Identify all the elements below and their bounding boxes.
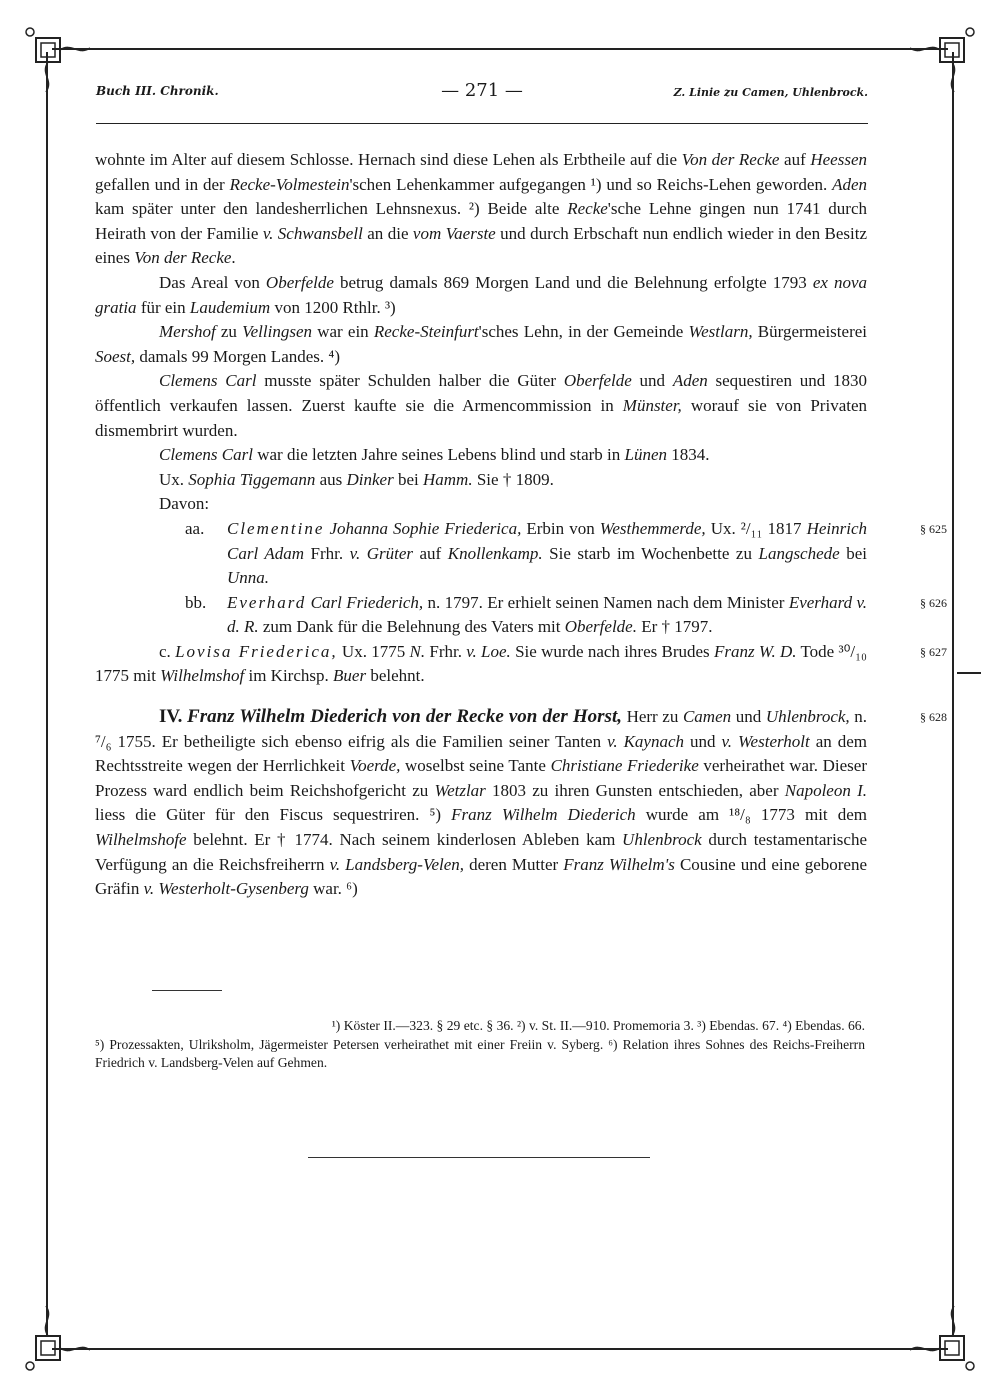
paragraph-number: § 625 [920,521,947,536]
paragraph-number: § 626 [920,595,947,610]
entry-marker: aa. [185,518,205,538]
section-numeral: IV. [159,706,183,728]
corner-ornament-top-right [908,24,978,94]
paragraph-number: § 628 [920,710,947,725]
footnotes [95,1017,865,1073]
footnote-line: ⁵) Prozessakten, Ulriksholm, Jägermeister Petersen verheirathet mit einer Freiin v. Syberg. ⁶) Relation ihres Sohnes des Reichs-Freiherrn Friedrich v. Landsberg-Velen auf Gehmen. [95,1036,865,1070]
entry-bb: bb. § 626 Everhard Carl Friederich, n. 1797. Er erhielt seinen Namen nach dem Minister Everhard v. d. R. zum Dank für die Belehnung des Vaters mit Oberfelde. Er † 1797. [185,592,947,637]
body-text [95,148,947,902]
entry-marker: bb. [185,592,207,612]
paragraph-1: wohnte im Alter auf diesem Schlosse. Hernach sind diese Lehen als Erbtheile auf die Von der Recke auf Heessen gefallen und in der Recke-Volmestein'schen Lehenkammer aufgegangen ¹) und so Reichs-Lehen geworden. Aden kam später unter den landesherrlichen Lehnsnexus. ²) Beide alte Recke'sche Lehne gingen nun 1741 durch Heirath von der Familie v. Schwansbell an die vom Vaerste und durch Erbschaft nun endlich wieder in den Besitz eines Von der Recke. [95,150,867,268]
paragraph-2: Das Areal von Oberfelde betrug damals 869 Morgen Land und die Belehnung erfolgte 1793 ex nova gratia für ein Laudemium von 1200 Rthlr. ³) [95,272,868,317]
frame-bottom-line [52,1348,948,1350]
paragraph-davon: Davon: [159,494,210,514]
frame-left-line [46,52,48,1337]
paragraph-5: Clemens Carl war die letzten Jahre seines Lebens blind und starb in Lünen 1834. [159,445,710,465]
section-title: Franz Wilhelm Diederich von der Recke von der Horst, [187,706,622,728]
corner-ornament-bottom-right [908,1304,978,1374]
header-rule [96,123,868,124]
section-spacer [95,689,867,705]
corner-ornament-top-left [22,24,92,94]
frame-top-line [52,48,948,50]
paragraph-number: § 627 [920,644,947,659]
corner-ornament-bottom-left [22,1304,92,1374]
margin-mark [957,672,981,674]
frame-right-line [952,52,954,1337]
end-rule [308,1157,650,1158]
footnote-line: ¹) Köster II.—323. § 29 etc. § 36. ²) v. St. II.—910. Promemoria 3. ³) Ebendas. 67. ⁴) Ebendas. 66. [331,1018,865,1033]
page-number: — 271 — [441,80,523,101]
section-iv: § 628 IV. Franz Wilhelm Diederich von der Recke von der Horst, Herr zu Camen und Uhlenbrock, n. ⁷/₆ 1755. Er betheiligte sich ebenso eifrig als die Familien seiner Tanten v. Kaynach und v. Westerholt an dem Rechtsstreite wegen der Herrlichkeit Voerde, woselbst seine Tante Christiane Friederike verheirathet war. Dieser Prozess ward endlich beim Reichshofgericht zu Wetzlar 1803 zu ihren Gunsten entschieden, aber Napoleon I. liess die Güter für den Fiscus sequestriren. ⁵) Franz Wilhelm Diederich wurde am ¹⁸/₈ 1773 mit dem Wilhelmshofe belehnt. Er † 1774. Nach seinem kinderlosen Ableben kam Uhlenbrock durch testamentarische Verfügung an die Reichsfreiherrn v. Landsberg-Velen, deren Mutter Franz Wilhelm's Cousine und eine geborene Gräfin v. Westerholt-Gysenberg war. ⁶) [95,706,947,899]
footnote-rule [152,990,222,991]
paragraph-3: Mershof zu Vellingsen war ein Recke-Steinfurt'sches Lehn, in der Gemeinde Westlarn, Bürgermeisterei Soest, damals 99 Morgen Landes. ⁴) [95,322,867,366]
running-head-left: Buch III. Chronik. [96,84,219,98]
entry-aa: aa. § 625 Clementine Johanna Sophie Friederica, Erbin von Westhemmerde, Ux. ²/₁₁ 1817 Heinrich Carl Adam Frhr. v. Grüter auf Knollenkamp. Sie starb im Wochenbette zu Langschede bei Unna. [185,518,947,588]
paragraph-4: Clemens Carl musste später Schulden halber die Güter Oberfelde und Aden sequestiren und 1830 öffentlich verkaufen lassen. Zuerst kaufte sie die Armencommission in Münster, worauf sie von Privaten dismembrirt wurden. [95,371,868,440]
running-head [96,80,868,104]
entry-c: § 627 c. Lovisa Friederica, Ux. 1775 N. Frhr. v. Loe. Sie wurde nach ihres Brudes Franz W. D. Tode ³⁰/₁₀ 1775 mit Wilhelmshof im Kirchsp. Buer belehnt. [95,641,947,686]
paragraph-6: Ux. Sophia Tiggemann aus Dinker bei Hamm. Sie † 1809. [159,469,554,489]
running-head-right: Z. Linie zu Camen, Uhlenbrock. [673,86,868,99]
